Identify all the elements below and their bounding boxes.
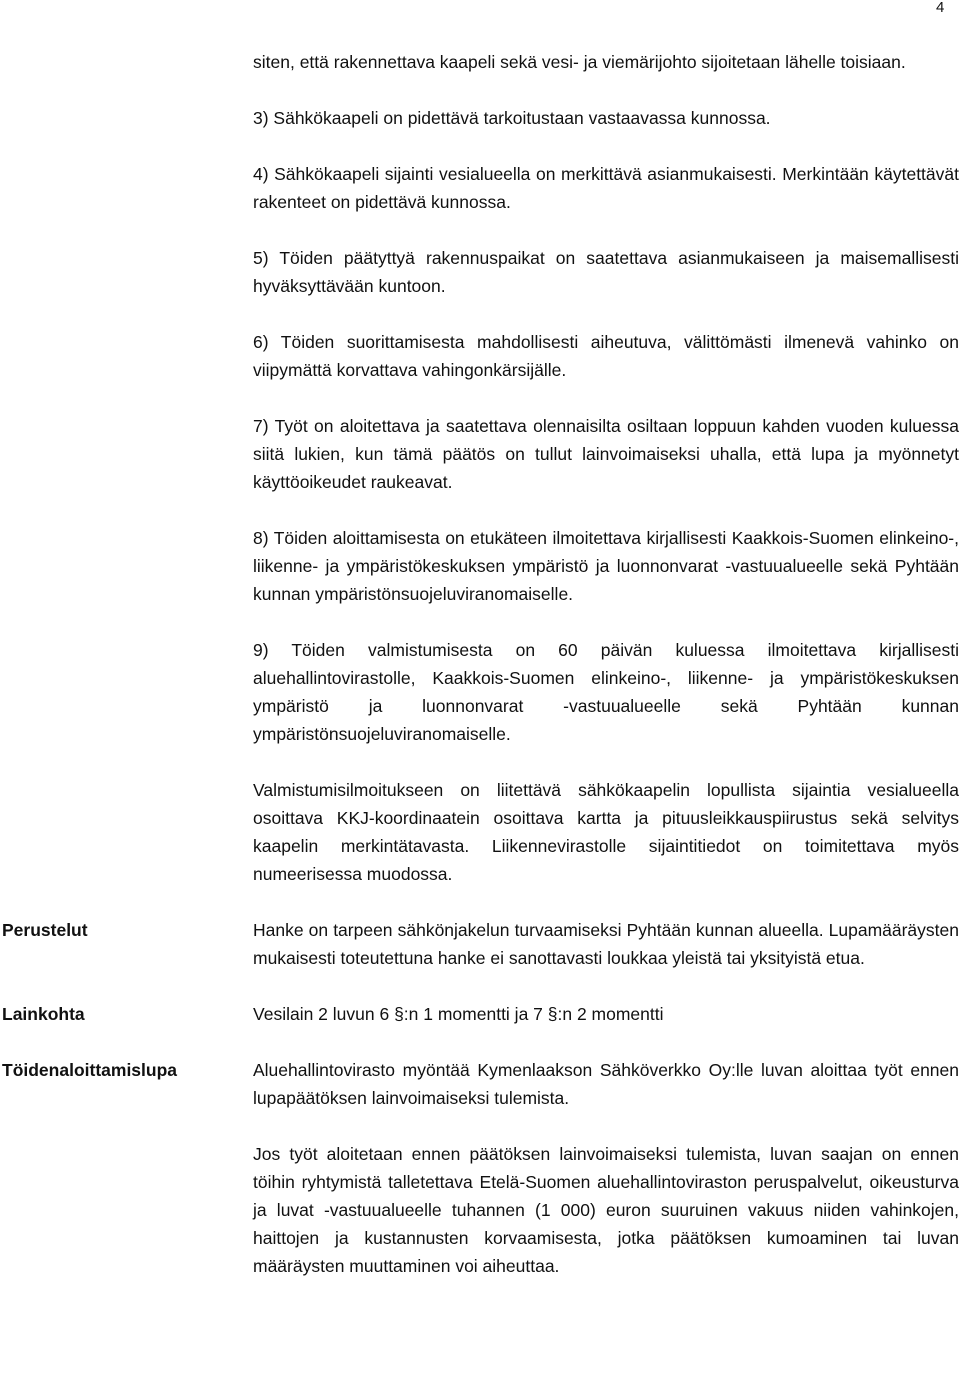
section-label-lainkohta: Lainkohta — [2, 1004, 85, 1024]
condition-5: 5) Töiden päätyttyä rakennuspaikat on saatettava asianmukaiseen ja maisemallisesti hyväksyttävään kuntoon. — [253, 248, 959, 296]
lainkohta-text: Vesilain 2 luvun 6 §:n 1 momentti ja 7 §:n 2 momentti — [253, 1004, 664, 1024]
condition-6: 6) Töiden suorittamisesta mahdollisesti aiheutuva, välittömästi ilmenevä vahinko on viipymättä korvattava vahingonkärsijälle. — [253, 332, 959, 380]
section-perustelut — [2, 916, 959, 972]
page-number: 4 — [936, 0, 945, 16]
perustelut-text: Hanke on tarpeen sähkönjakelun turvaamiseksi Pyhtään kunnan alueella. Lupamääräysten mukaisesti toteutettuna hanke ei sanottavasti loukkaa yleistä tai yksityistä etua. — [253, 920, 959, 968]
toidenaloittamislupa-text-2: Jos työt aloitetaan ennen päätöksen lainvoimaiseksi tulemista, luvan saajan on ennen töihin ryhtymistä talletettava Etelä-Suomen aluehallintoviraston peruspalvelut, oikeusturva ja luvat -vastuualueelle tuhannen (1 000) euron suuruinen vakuus niiden vahinkojen, haittojen ja kustannusten korvaamisesta, jotka päätöksen kumoaminen tai luvan määräysten muuttaminen voi aiheuttaa. — [253, 1144, 959, 1276]
condition-8: 8) Töiden aloittamisesta on etukäteen ilmoitettava kirjallisesti Kaakkois-Suomen elinkeino-, liikenne- ja ympäristökeskuksen ympäristö ja luonnonvarat -vastuualueelle sekä Pyhtään kunnan ympäristönsuojeluviranomaiselle. — [253, 528, 959, 604]
section-toidenaloittamislupa — [2, 1056, 959, 1280]
section-label-toidenaloittamislupa: Töidenaloittamislupa — [2, 1060, 178, 1080]
document-body — [2, 48, 959, 1308]
condition-7: 7) Työt on aloitettava ja saatettava olennaisilta osiltaan loppuun kahden vuoden kuluessa siitä lukien, kun tämä päätös on tullut lainvoimaiseksi uhalla, että lupa ja myönnetyt käyttöoikeudet raukeavat. — [253, 416, 959, 492]
condition-4: 4) Sähkökaapeli sijainti vesialueella on merkittävä asianmukaisesti. Merkintään käytettävät rakenteet on pidettävä kunnossa. — [253, 164, 959, 212]
section-label-perustelut: Perustelut — [2, 920, 88, 940]
condition-3: 3) Sähkökaapeli on pidettävä tarkoitustaan vastaavassa kunnossa. — [253, 108, 771, 128]
condition-9: 9) Töiden valmistumisesta on 60 päivän kuluessa ilmoitettava kirjallisesti aluehallintovirastolle, Kaakkois-Suomen elinkeino-, liikenne- ja ympäristökeskuksen ympäristö ja luonnonvarat -vastuualueelle sekä Pyhtään kunnan ympäristönsuojeluviranomaiselle. — [253, 640, 959, 744]
toidenaloittamislupa-text-1: Aluehallintovirasto myöntää Kymenlaakson Sähköverkko Oy:lle luvan aloittaa työt ennen lupapäätöksen lainvoimaiseksi tulemista. — [253, 1060, 959, 1108]
completion-notice-paragraph: Valmistumisilmoitukseen on liitettävä sähkökaapelin lopullista sijaintia vesialueella osoittava KKJ-koordinaatein osoittava kartta ja pituusleikkauspiirustus sekä selvitys kaapelin merkintätavasta. Liikennevirastolle sijaintitiedot on toimitettava myös numeerisessa muodossa. — [253, 780, 959, 884]
section-lainkohta — [2, 1000, 959, 1028]
condition-continuation: siten, että rakennettava kaapeli sekä vesi- ja viemärijohto sijoitetaan lähelle toisiaan. — [253, 52, 906, 72]
